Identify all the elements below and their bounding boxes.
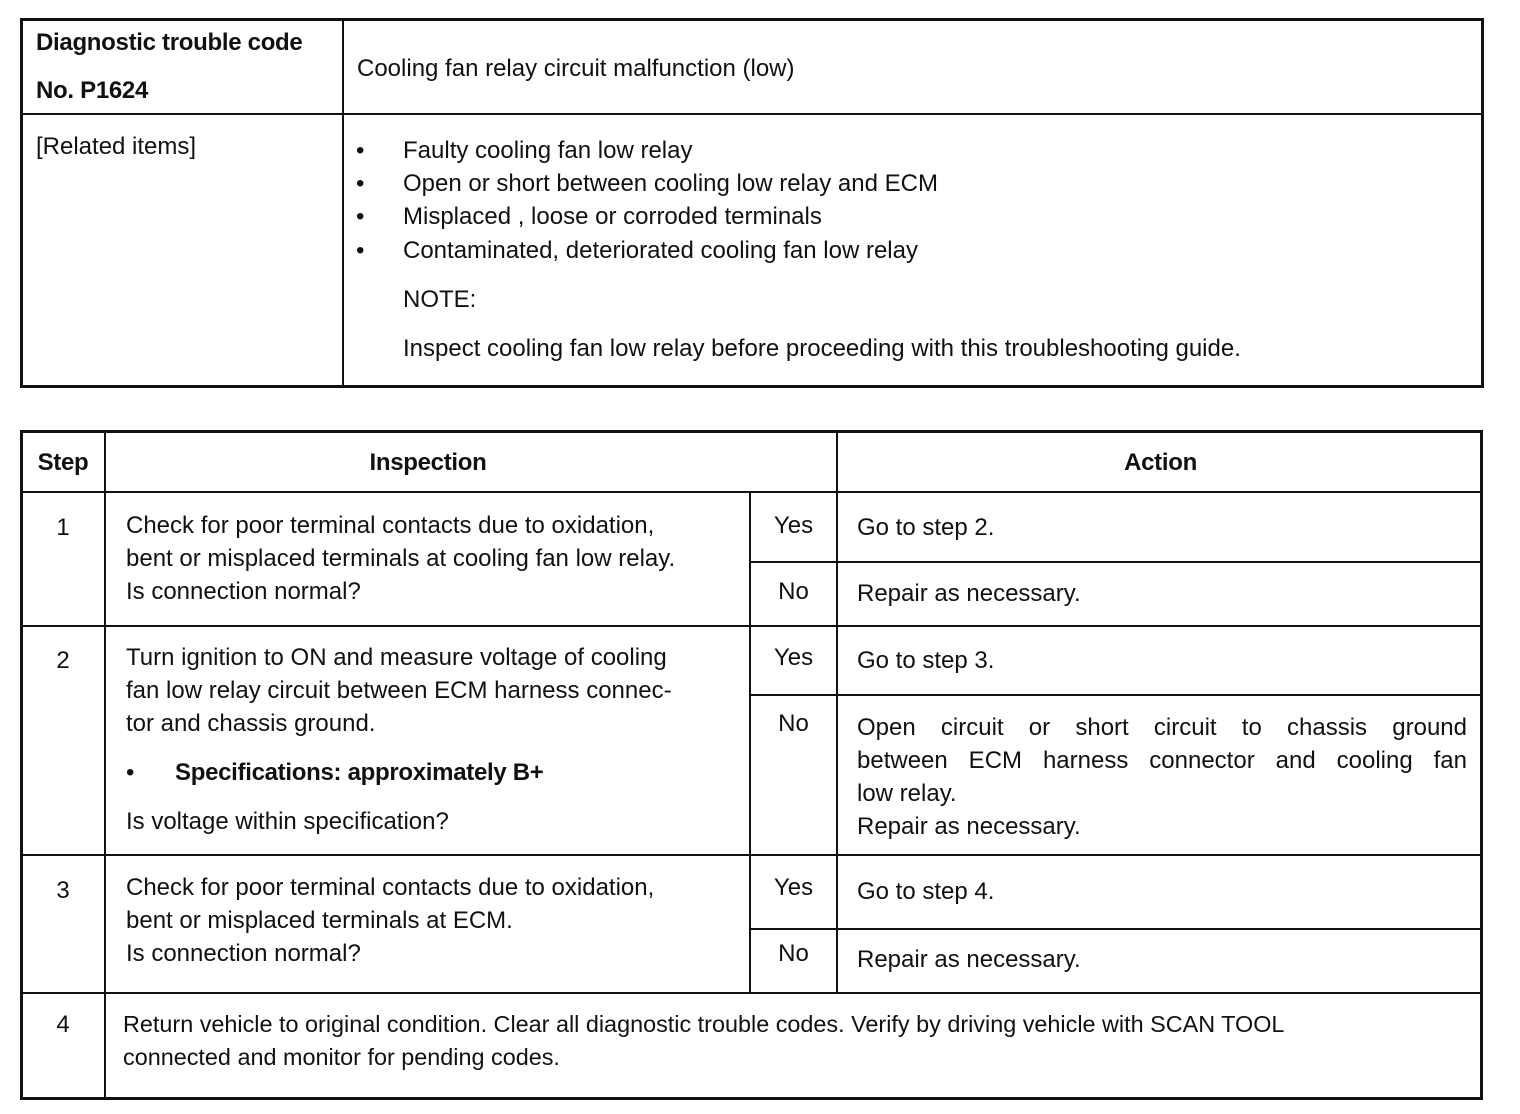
inspection-line: bent or misplaced terminals at cooling fan low relay. [126, 545, 676, 572]
yes-no-divider [749, 928, 1483, 930]
yes-no-divider [749, 694, 1483, 696]
inspection-question: Is voltage within specification? [126, 808, 449, 835]
inspection-line: Check for poor terminal contacts due to oxidation, [126, 874, 655, 901]
note-label: NOTE: [403, 286, 477, 313]
inspection-line: bent or misplaced terminals at ECM. [126, 907, 513, 934]
bullet-icon: • [356, 203, 365, 230]
inspection-line: tor and chassis ground. [126, 710, 376, 737]
header-action: Action [1124, 449, 1197, 476]
related-items-label: [Related items] [36, 133, 197, 160]
yes-label: Yes [773, 512, 814, 539]
inspection-line: Check for poor terminal contacts due to oxidation, [126, 512, 655, 539]
bullet-icon: • [356, 237, 365, 264]
yes-no-divider [749, 561, 1483, 563]
related-item: Open or short between cooling low relay and ECM [403, 170, 938, 197]
yes-action: Go to step 2. [857, 514, 995, 541]
final-step-line: connected and monitor for pending codes. [123, 1044, 560, 1070]
no-action-line: between ECM harness connector and cooling fan [857, 747, 1467, 774]
dtc-column-divider [342, 18, 344, 388]
step-number: 4 [56, 1011, 70, 1038]
no-action-line: low relay. [857, 780, 957, 807]
related-item: Faulty cooling fan low relay [403, 137, 693, 164]
bullet-icon: • [356, 137, 365, 164]
note-text: Inspect cooling fan low relay before proceeding with this troubleshooting guide. [403, 335, 1241, 362]
bullet-icon: • [356, 170, 365, 197]
final-step-line: Return vehicle to original condition. Clear all diagnostic trouble codes. Verify by driving vehicle with SCAN TOOL [123, 1011, 1285, 1037]
yes-label: Yes [773, 874, 814, 901]
dtc-label-line1: Diagnostic trouble code [36, 29, 303, 56]
row-divider [20, 625, 1483, 627]
no-label: No [778, 940, 809, 967]
related-item: Contaminated, deteriorated cooling fan low relay [403, 237, 918, 264]
inspection-line: Turn ignition to ON and measure voltage of cooling [126, 644, 667, 671]
dtc-row-divider [20, 113, 1484, 115]
action-column-divider [836, 430, 838, 992]
inspection-line: fan low relay circuit between ECM harness connec- [126, 677, 672, 704]
inspection-line: Is connection normal? [126, 940, 361, 967]
header-divider [20, 491, 1483, 493]
no-action-line: Repair as necessary. [857, 813, 1081, 840]
no-action: Repair as necessary. [857, 580, 1081, 607]
yes-label: Yes [773, 644, 814, 671]
inspection-line: Is connection normal? [126, 578, 361, 605]
step-number: 3 [56, 877, 70, 904]
row-divider [20, 854, 1483, 856]
dtc-description: Cooling fan relay circuit malfunction (low) [357, 55, 795, 82]
no-label: No [778, 578, 809, 605]
no-label: No [778, 710, 809, 737]
step-column-divider [104, 430, 106, 1100]
header-inspection: Inspection [369, 449, 487, 476]
yes-action: Go to step 4. [857, 878, 995, 905]
bullet-icon: • [126, 759, 135, 786]
row-divider [20, 992, 1483, 994]
no-action-line: Open circuit or short circuit to chassis ground [857, 714, 1467, 741]
yes-no-column-divider [749, 491, 751, 992]
yes-action: Go to step 3. [857, 647, 995, 674]
specification: Specifications: approximately B+ [175, 759, 544, 786]
no-action: Repair as necessary. [857, 946, 1081, 973]
header-step: Step [37, 449, 89, 476]
step-number: 2 [56, 647, 70, 674]
dtc-label-line2: No. P1624 [36, 77, 149, 104]
step-number: 1 [56, 514, 70, 541]
related-item: Misplaced , loose or corroded terminals [403, 203, 822, 230]
